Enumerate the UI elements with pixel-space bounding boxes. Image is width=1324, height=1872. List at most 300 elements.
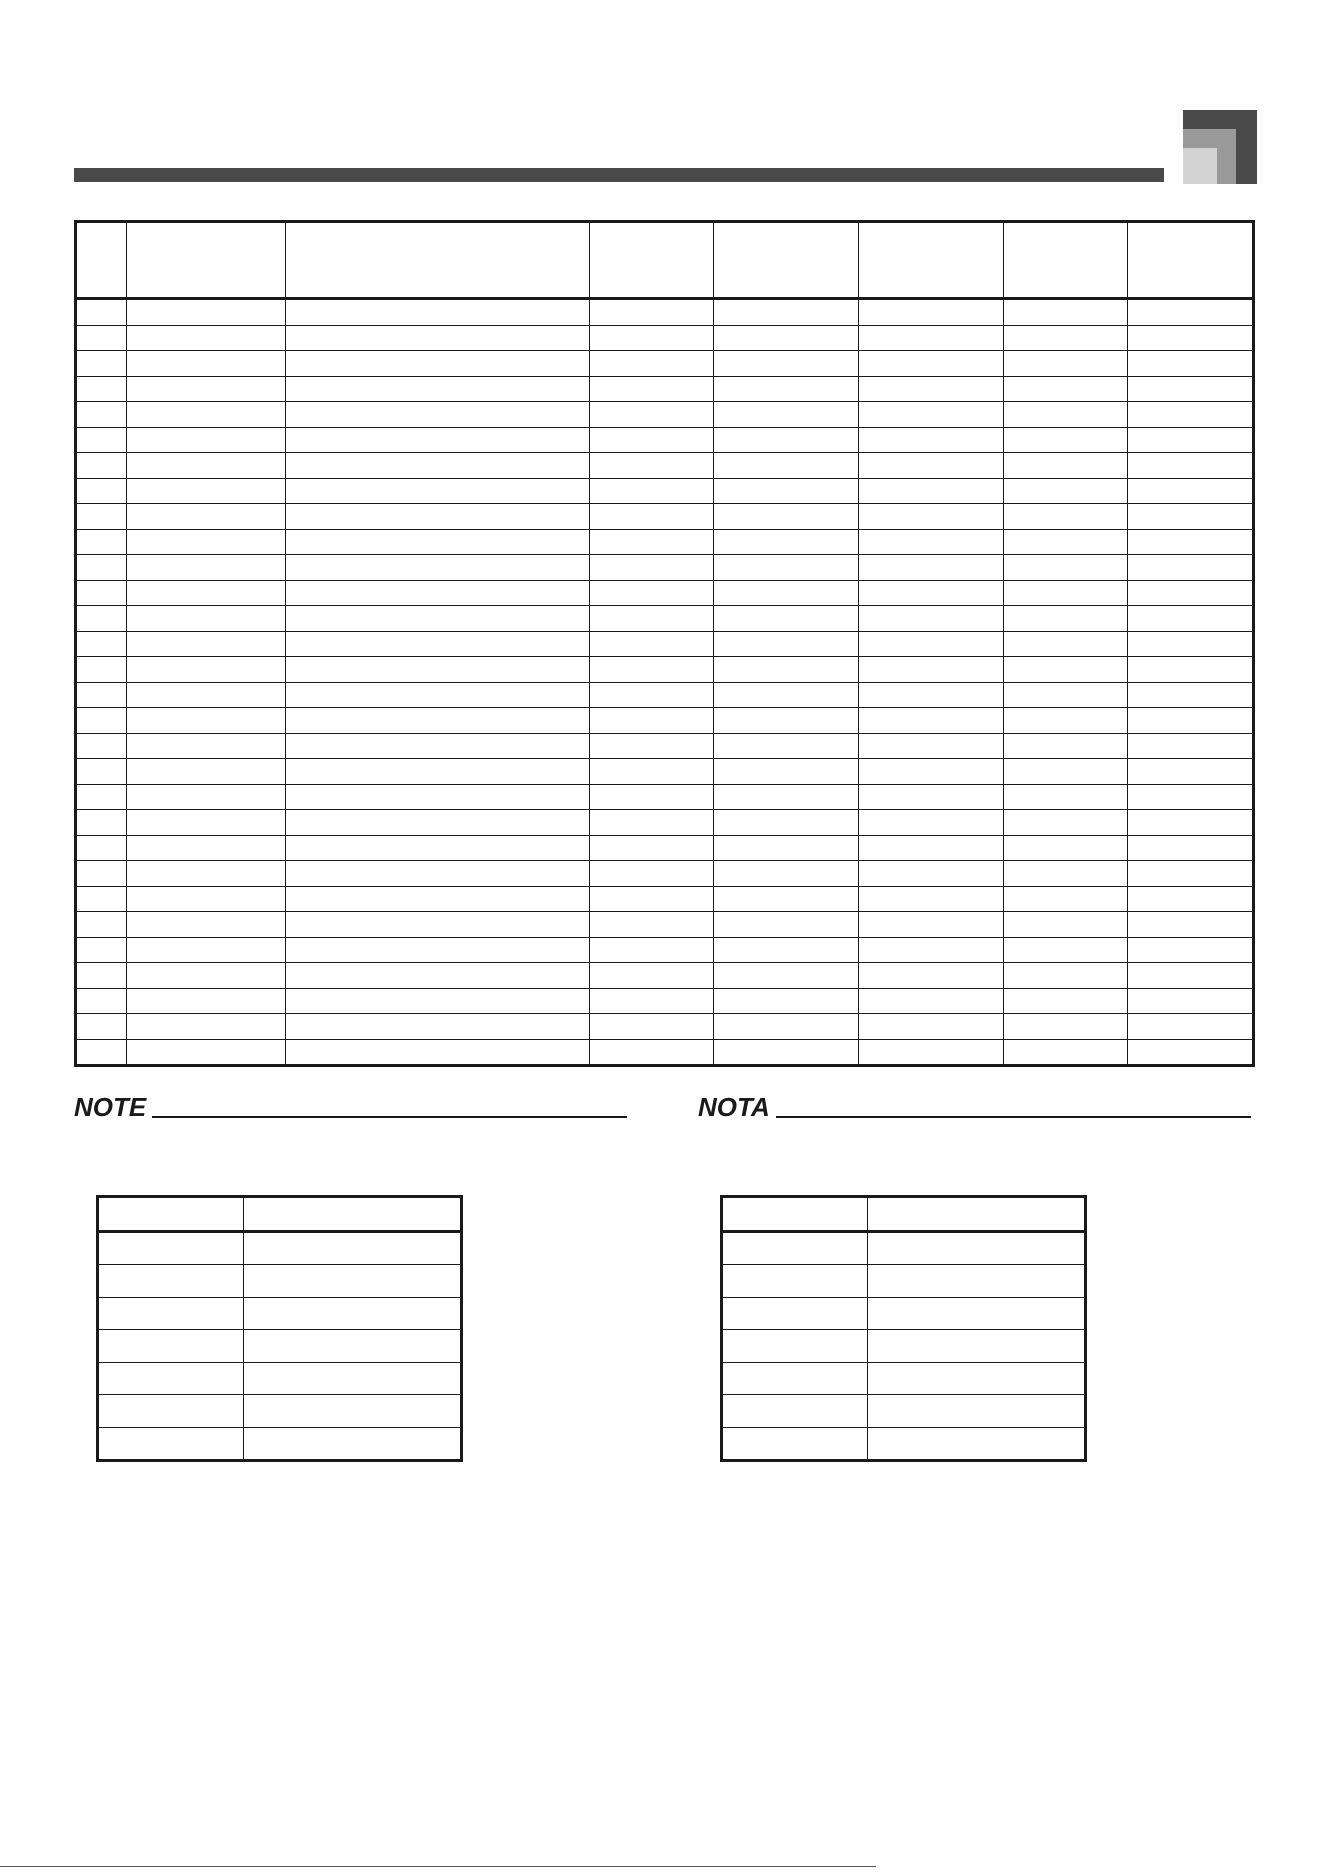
main-table-cell bbox=[590, 299, 714, 326]
main-table-cell bbox=[76, 835, 127, 861]
main-table-cell bbox=[286, 351, 590, 377]
main-table-cell bbox=[127, 963, 286, 989]
main-table-cell bbox=[590, 453, 714, 479]
main-table-header-cell bbox=[286, 222, 590, 299]
main-table-cell bbox=[1004, 963, 1128, 989]
main-table-cell bbox=[1004, 708, 1128, 734]
main-table-cell bbox=[1128, 657, 1254, 683]
main-table-row bbox=[76, 529, 1254, 555]
main-table-cell bbox=[1004, 1014, 1128, 1040]
note-table-row bbox=[98, 1362, 462, 1395]
main-table-cell bbox=[590, 555, 714, 581]
main-table-cell bbox=[1004, 555, 1128, 581]
note-table-cell bbox=[98, 1427, 244, 1461]
main-table-cell bbox=[714, 580, 859, 606]
main-table-cell bbox=[1004, 376, 1128, 402]
main-table-header-cell bbox=[1004, 222, 1128, 299]
main-table-cell bbox=[1004, 988, 1128, 1014]
main-table-cell bbox=[1128, 580, 1254, 606]
main-table-cell bbox=[76, 606, 127, 632]
main-table-cell bbox=[127, 402, 286, 428]
nota-table-cell bbox=[722, 1231, 868, 1265]
note-table-cell bbox=[244, 1330, 462, 1363]
main-table-cell bbox=[286, 555, 590, 581]
main-table-body bbox=[76, 299, 1254, 1066]
main-table-cell bbox=[127, 657, 286, 683]
main-table-cell bbox=[590, 861, 714, 887]
nota-table-row bbox=[722, 1427, 1086, 1461]
main-table-cell bbox=[859, 1014, 1004, 1040]
nota-rule bbox=[776, 1116, 1251, 1118]
main-table-cell bbox=[127, 784, 286, 810]
main-table-row bbox=[76, 580, 1254, 606]
note-table-body bbox=[98, 1197, 462, 1461]
main-table-cell bbox=[76, 937, 127, 963]
main-table-row bbox=[76, 299, 1254, 326]
main-table-cell bbox=[590, 937, 714, 963]
main-table-cell bbox=[127, 988, 286, 1014]
main-table-cell bbox=[714, 402, 859, 428]
main-table-cell bbox=[127, 861, 286, 887]
main-table-cell bbox=[1128, 963, 1254, 989]
main-table-cell bbox=[286, 733, 590, 759]
main-table-cell bbox=[127, 631, 286, 657]
main-table-cell bbox=[714, 529, 859, 555]
main-table-cell bbox=[1004, 912, 1128, 938]
main-table-cell bbox=[1004, 606, 1128, 632]
main-table-cell bbox=[127, 606, 286, 632]
main-table-cell bbox=[76, 427, 127, 453]
nota-table-row bbox=[722, 1362, 1086, 1395]
main-table-cell bbox=[714, 606, 859, 632]
main-table-cell bbox=[76, 631, 127, 657]
main-table-cell bbox=[76, 810, 127, 836]
main-table-row bbox=[76, 912, 1254, 938]
nota-table-cell bbox=[868, 1297, 1086, 1330]
main-table-cell bbox=[76, 784, 127, 810]
main-table-cell bbox=[714, 478, 859, 504]
main-table-cell bbox=[1128, 912, 1254, 938]
main-table-cell bbox=[590, 325, 714, 351]
main-table-cell bbox=[859, 427, 1004, 453]
main-table-cell bbox=[286, 325, 590, 351]
main-table-cell bbox=[286, 453, 590, 479]
main-table-cell bbox=[714, 810, 859, 836]
note-table-cell bbox=[98, 1297, 244, 1330]
main-table-cell bbox=[286, 1014, 590, 1040]
note-table-row bbox=[98, 1330, 462, 1363]
main-table-cell bbox=[127, 427, 286, 453]
main-table-cell bbox=[859, 759, 1004, 785]
main-table-cell bbox=[714, 835, 859, 861]
main-table-cell bbox=[127, 835, 286, 861]
main-table-cell bbox=[590, 963, 714, 989]
main-table-cell bbox=[1004, 784, 1128, 810]
main-table-cell bbox=[590, 376, 714, 402]
main-table-cell bbox=[127, 453, 286, 479]
main-table-header-cell bbox=[859, 222, 1004, 299]
note-table-cell bbox=[98, 1197, 244, 1232]
main-table-cell bbox=[590, 988, 714, 1014]
main-table-cell bbox=[1128, 606, 1254, 632]
main-table-cell bbox=[76, 657, 127, 683]
note-table-cell bbox=[244, 1297, 462, 1330]
main-table-header-cell bbox=[590, 222, 714, 299]
main-table-cell bbox=[76, 402, 127, 428]
main-table-row bbox=[76, 937, 1254, 963]
main-table-cell bbox=[714, 1039, 859, 1066]
note-table-cell bbox=[244, 1265, 462, 1298]
main-table-row bbox=[76, 325, 1254, 351]
main-table-cell bbox=[714, 784, 859, 810]
note-table-row bbox=[98, 1297, 462, 1330]
main-table-cell bbox=[76, 376, 127, 402]
note-table-cell bbox=[98, 1395, 244, 1428]
main-table-header-cell bbox=[127, 222, 286, 299]
main-table-cell bbox=[127, 886, 286, 912]
note-table-cell bbox=[244, 1395, 462, 1428]
main-table-cell bbox=[859, 631, 1004, 657]
main-table-cell bbox=[76, 708, 127, 734]
note-table-cell bbox=[98, 1265, 244, 1298]
main-table-cell bbox=[76, 861, 127, 887]
nota-table-cell bbox=[722, 1330, 868, 1363]
note-table-cell bbox=[98, 1231, 244, 1265]
main-table-cell bbox=[714, 453, 859, 479]
main-table-cell bbox=[286, 708, 590, 734]
main-table-cell bbox=[859, 835, 1004, 861]
main-table-cell bbox=[1128, 784, 1254, 810]
nota-table-cell bbox=[722, 1427, 868, 1461]
main-table-cell bbox=[76, 299, 127, 326]
main-table-row bbox=[76, 504, 1254, 530]
main-table-cell bbox=[76, 759, 127, 785]
main-table-cell bbox=[76, 988, 127, 1014]
main-table-cell bbox=[859, 402, 1004, 428]
nota-table-es bbox=[720, 1195, 1087, 1462]
main-table-cell bbox=[1128, 453, 1254, 479]
main-table-cell bbox=[1128, 299, 1254, 326]
main-table-row bbox=[76, 631, 1254, 657]
main-table-cell bbox=[590, 529, 714, 555]
main-table-cell bbox=[127, 810, 286, 836]
main-table-cell bbox=[859, 325, 1004, 351]
main-table-cell bbox=[590, 784, 714, 810]
main-table-cell bbox=[76, 580, 127, 606]
main-table-cell bbox=[859, 529, 1004, 555]
main-table-row bbox=[76, 606, 1254, 632]
note-label: NOTE bbox=[74, 1092, 147, 1122]
note-rule bbox=[152, 1116, 627, 1118]
main-table-cell bbox=[286, 580, 590, 606]
main-table-cell bbox=[1004, 299, 1128, 326]
main-table-cell bbox=[859, 963, 1004, 989]
main-table-cell bbox=[1004, 886, 1128, 912]
main-table-cell bbox=[859, 555, 1004, 581]
main-table-cell bbox=[859, 453, 1004, 479]
main-table-cell bbox=[286, 427, 590, 453]
main-table-row bbox=[76, 682, 1254, 708]
main-table-cell bbox=[286, 759, 590, 785]
main-table-cell bbox=[714, 733, 859, 759]
main-table-row bbox=[76, 427, 1254, 453]
main-table-cell bbox=[714, 555, 859, 581]
main-table-cell bbox=[127, 937, 286, 963]
main-table-cell bbox=[590, 427, 714, 453]
nota-table-body bbox=[722, 1197, 1086, 1461]
main-table-cell bbox=[127, 478, 286, 504]
main-table-row bbox=[76, 861, 1254, 887]
nota-table-row bbox=[722, 1330, 1086, 1363]
main-table-cell bbox=[714, 504, 859, 530]
main-table-cell bbox=[1128, 325, 1254, 351]
main-table-cell bbox=[1004, 682, 1128, 708]
main-table-cell bbox=[127, 376, 286, 402]
main-table-cell bbox=[859, 861, 1004, 887]
main-table-cell bbox=[286, 937, 590, 963]
main-table-cell bbox=[286, 988, 590, 1014]
note-table-row bbox=[98, 1395, 462, 1428]
main-table-cell bbox=[1004, 733, 1128, 759]
note-heading-en bbox=[74, 1092, 627, 1122]
main-table-cell bbox=[590, 886, 714, 912]
main-table-cell bbox=[859, 351, 1004, 377]
main-table-cell bbox=[1128, 708, 1254, 734]
main-table-cell bbox=[714, 886, 859, 912]
main-table-header-cell bbox=[714, 222, 859, 299]
main-table-row bbox=[76, 453, 1254, 479]
main-table-row bbox=[76, 351, 1254, 377]
main-table-cell bbox=[1128, 555, 1254, 581]
main-table-cell bbox=[286, 631, 590, 657]
main-table-row bbox=[76, 708, 1254, 734]
main-table-cell bbox=[76, 963, 127, 989]
main-table-cell bbox=[1128, 682, 1254, 708]
main-table bbox=[74, 220, 1255, 1067]
main-table-cell bbox=[859, 299, 1004, 326]
main-table-cell bbox=[76, 504, 127, 530]
main-table-cell bbox=[1004, 427, 1128, 453]
main-table-cell bbox=[1128, 478, 1254, 504]
main-table-cell bbox=[1128, 351, 1254, 377]
main-table-cell bbox=[859, 606, 1004, 632]
main-table-cell bbox=[76, 1039, 127, 1066]
main-table-cell bbox=[286, 376, 590, 402]
main-table-cell bbox=[590, 912, 714, 938]
note-table-cell bbox=[244, 1197, 462, 1232]
main-table-row bbox=[76, 478, 1254, 504]
main-table-cell bbox=[714, 963, 859, 989]
main-table-cell bbox=[590, 631, 714, 657]
main-table-cell bbox=[1004, 810, 1128, 836]
corner-square-light bbox=[1183, 148, 1217, 184]
main-table-cell bbox=[1004, 759, 1128, 785]
main-table-cell bbox=[1128, 402, 1254, 428]
main-table-cell bbox=[127, 1014, 286, 1040]
main-table-cell bbox=[286, 478, 590, 504]
note-table-cell bbox=[244, 1427, 462, 1461]
main-table-cell bbox=[76, 733, 127, 759]
main-table-cell bbox=[590, 1014, 714, 1040]
main-table-cell bbox=[590, 504, 714, 530]
nota-table-cell bbox=[722, 1265, 868, 1298]
main-table-cell bbox=[76, 351, 127, 377]
main-table-cell bbox=[1004, 402, 1128, 428]
main-table-cell bbox=[1004, 529, 1128, 555]
main-table-cell bbox=[127, 580, 286, 606]
main-table-cell bbox=[286, 657, 590, 683]
main-table-cell bbox=[714, 631, 859, 657]
main-table-cell bbox=[590, 733, 714, 759]
main-table-cell bbox=[714, 427, 859, 453]
main-table-cell bbox=[127, 325, 286, 351]
main-table-cell bbox=[859, 376, 1004, 402]
main-table-cell bbox=[714, 708, 859, 734]
nota-table-row bbox=[722, 1197, 1086, 1232]
main-table-cell bbox=[127, 529, 286, 555]
nota-table-cell bbox=[868, 1197, 1086, 1232]
main-table-cell bbox=[859, 478, 1004, 504]
main-table-cell bbox=[286, 912, 590, 938]
main-table-cell bbox=[1128, 504, 1254, 530]
nota-table-cell bbox=[868, 1231, 1086, 1265]
nota-table-row bbox=[722, 1395, 1086, 1428]
note-table-en bbox=[96, 1195, 463, 1462]
main-table-cell bbox=[1128, 835, 1254, 861]
main-table-cell bbox=[1128, 529, 1254, 555]
main-table-cell bbox=[127, 912, 286, 938]
main-table-header-cell bbox=[76, 222, 127, 299]
main-table-cell bbox=[1128, 631, 1254, 657]
nota-table-row bbox=[722, 1231, 1086, 1265]
main-table-cell bbox=[127, 682, 286, 708]
main-table-cell bbox=[286, 784, 590, 810]
note-heading-es bbox=[698, 1092, 1251, 1122]
main-table-cell bbox=[286, 810, 590, 836]
main-table-cell bbox=[590, 682, 714, 708]
main-table-cell bbox=[714, 1014, 859, 1040]
main-table-row bbox=[76, 402, 1254, 428]
main-table-cell bbox=[286, 606, 590, 632]
main-table-cell bbox=[1128, 376, 1254, 402]
main-table-row bbox=[76, 988, 1254, 1014]
main-table-cell bbox=[286, 682, 590, 708]
main-table-cell bbox=[127, 708, 286, 734]
main-table-cell bbox=[1128, 988, 1254, 1014]
main-table-cell bbox=[76, 529, 127, 555]
main-table-row bbox=[76, 1014, 1254, 1040]
main-table-cell bbox=[1004, 861, 1128, 887]
nota-table-cell bbox=[868, 1265, 1086, 1298]
main-table-cell bbox=[714, 657, 859, 683]
nota-table-cell bbox=[722, 1395, 868, 1428]
main-table-cell bbox=[859, 682, 1004, 708]
main-table-cell bbox=[590, 708, 714, 734]
main-table-header-row bbox=[76, 222, 1254, 299]
main-table-cell bbox=[286, 529, 590, 555]
main-table-cell bbox=[286, 1039, 590, 1066]
main-table-cell bbox=[1004, 657, 1128, 683]
main-table-cell bbox=[1004, 631, 1128, 657]
main-table-cell bbox=[590, 351, 714, 377]
main-table-cell bbox=[714, 759, 859, 785]
main-table-cell bbox=[286, 835, 590, 861]
main-table-cell bbox=[714, 937, 859, 963]
main-table-cell bbox=[714, 988, 859, 1014]
main-table-cell bbox=[76, 912, 127, 938]
note-table-cell bbox=[244, 1362, 462, 1395]
note-table-row bbox=[98, 1197, 462, 1232]
main-table-cell bbox=[859, 912, 1004, 938]
note-table-row bbox=[98, 1265, 462, 1298]
main-table-cell bbox=[127, 299, 286, 326]
main-table-header-cell bbox=[1128, 222, 1254, 299]
main-table-cell bbox=[1004, 1039, 1128, 1066]
note-table-cell bbox=[98, 1362, 244, 1395]
nota-table-cell bbox=[722, 1297, 868, 1330]
main-table-cell bbox=[127, 504, 286, 530]
main-table-cell bbox=[1128, 1014, 1254, 1040]
main-table-cell bbox=[590, 606, 714, 632]
main-table-cell bbox=[1004, 835, 1128, 861]
main-table-cell bbox=[286, 886, 590, 912]
main-table-row bbox=[76, 555, 1254, 581]
main-table-cell bbox=[859, 504, 1004, 530]
main-table-cell bbox=[859, 733, 1004, 759]
main-table-cell bbox=[1128, 937, 1254, 963]
main-table-cell bbox=[76, 325, 127, 351]
main-table-cell bbox=[714, 325, 859, 351]
main-table-row bbox=[76, 376, 1254, 402]
main-table-cell bbox=[127, 733, 286, 759]
main-table-cell bbox=[76, 453, 127, 479]
main-table-cell bbox=[859, 657, 1004, 683]
main-table-cell bbox=[1128, 886, 1254, 912]
main-table-cell bbox=[127, 1039, 286, 1066]
main-table-cell bbox=[859, 988, 1004, 1014]
main-table-cell bbox=[286, 299, 590, 326]
main-table-cell bbox=[590, 657, 714, 683]
main-table-cell bbox=[590, 810, 714, 836]
main-table-cell bbox=[76, 886, 127, 912]
main-table-cell bbox=[590, 759, 714, 785]
main-table-cell bbox=[76, 555, 127, 581]
main-table-cell bbox=[1128, 810, 1254, 836]
nota-table-row bbox=[722, 1297, 1086, 1330]
main-table-cell bbox=[76, 478, 127, 504]
main-table-cell bbox=[286, 963, 590, 989]
main-table-cell bbox=[286, 861, 590, 887]
main-table-cell bbox=[590, 1039, 714, 1066]
main-table-cell bbox=[1004, 351, 1128, 377]
nota-table-cell bbox=[868, 1427, 1086, 1461]
main-table-cell bbox=[1128, 733, 1254, 759]
main-table-cell bbox=[127, 759, 286, 785]
main-table-cell bbox=[590, 580, 714, 606]
main-table-cell bbox=[714, 861, 859, 887]
main-table-cell bbox=[714, 376, 859, 402]
section-corner-mark bbox=[1183, 110, 1257, 184]
main-table-cell bbox=[1128, 759, 1254, 785]
main-table-cell bbox=[859, 784, 1004, 810]
footer-rule bbox=[0, 1866, 876, 1867]
nota-label: NOTA bbox=[698, 1092, 770, 1122]
main-table-row bbox=[76, 835, 1254, 861]
main-table-row bbox=[76, 963, 1254, 989]
main-table-cell bbox=[1004, 453, 1128, 479]
note-table-row bbox=[98, 1231, 462, 1265]
nota-table-cell bbox=[868, 1362, 1086, 1395]
